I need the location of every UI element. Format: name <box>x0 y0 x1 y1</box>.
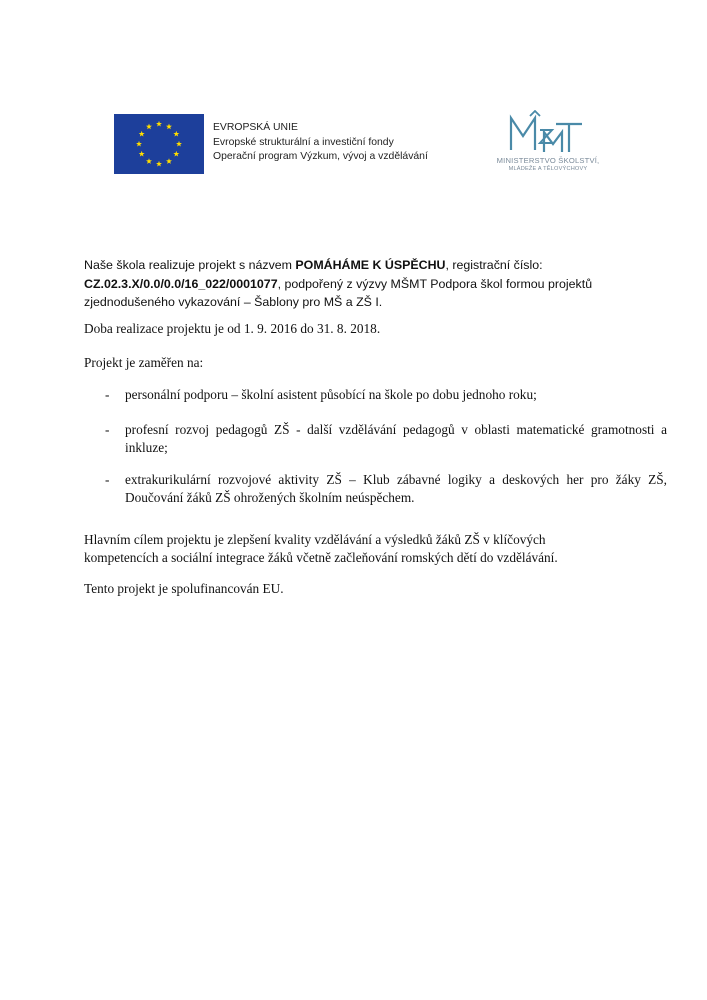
eu-logo-text <box>213 121 428 165</box>
list-item-text: profesní rozvoj pedagogů ZŠ - další vzdělávání pedagogů v oblasti matematické gramotnosti a inkluze; <box>125 422 667 456</box>
intro-text-3: , podpořený z výzvy MŠMT Podpora škol formou projektů zjednodušeného vykazování – Šablony pro MŠ a ZŠ I. <box>84 276 593 309</box>
intro-text-1: Naše škola realizuje projekt s názvem <box>84 258 296 272</box>
list-item-text: extrakurikulární rozvojové aktivity ZŠ – Klub zábavné logiky a deskových her pro žáky ZŠ, Doučování žáků ZŠ ohrožených školním neúspěchem. <box>125 472 667 506</box>
eu-stars-icon <box>114 114 204 174</box>
intro-paragraph <box>84 256 604 312</box>
registration-number: CZ.02.3.X/0.0/0.0/16_022/0001077 <box>84 276 278 291</box>
list-item-text: personální podporu – školní asistent působící na škole po dobu jednoho roku; <box>125 387 537 402</box>
list-item <box>84 386 667 404</box>
funding-note: Tento projekt je spolufinancován EU. <box>84 581 284 596</box>
eu-logo-line-3: Operační program Výzkum, vývoj a vzdělávání <box>213 151 428 162</box>
intro-text-2: , registrační číslo: <box>445 258 543 272</box>
project-goal: Hlavním cílem projektu je zlepšení kvality vzdělávání a výsledků žáků ZŠ v klíčových kompetencích a sociální integrace žáků včetně začleňování romských dětí do vzdělávání. <box>84 532 558 566</box>
bullet-dash: - <box>105 422 110 437</box>
project-period: Doba realizace projektu je od 1. 9. 2016 do 31. 8. 2018. <box>84 321 381 336</box>
list-item <box>84 421 667 457</box>
msmt-logo <box>478 110 618 180</box>
eu-flag-logo <box>114 114 204 174</box>
msmt-monogram-icon <box>478 110 618 156</box>
eu-logo-line-1: EVROPSKÁ UNIE <box>213 122 298 133</box>
msmt-logo-line-1: MINISTERSTVO ŠKOLSTVÍ, <box>496 156 600 165</box>
list-item <box>84 471 667 507</box>
project-name: POMÁHÁME K ÚSPĚCHU <box>295 258 446 272</box>
eu-logo-line-2: Evropské strukturální a investiční fondy <box>213 136 394 148</box>
msmt-logo-line-2: MLÁDEŽE A TĚLOVÝCHOVY <box>508 166 588 172</box>
focus-intro: Projekt je zaměřen na: <box>84 355 204 370</box>
bullet-dash: - <box>105 472 110 487</box>
bullet-dash: - <box>105 387 110 402</box>
